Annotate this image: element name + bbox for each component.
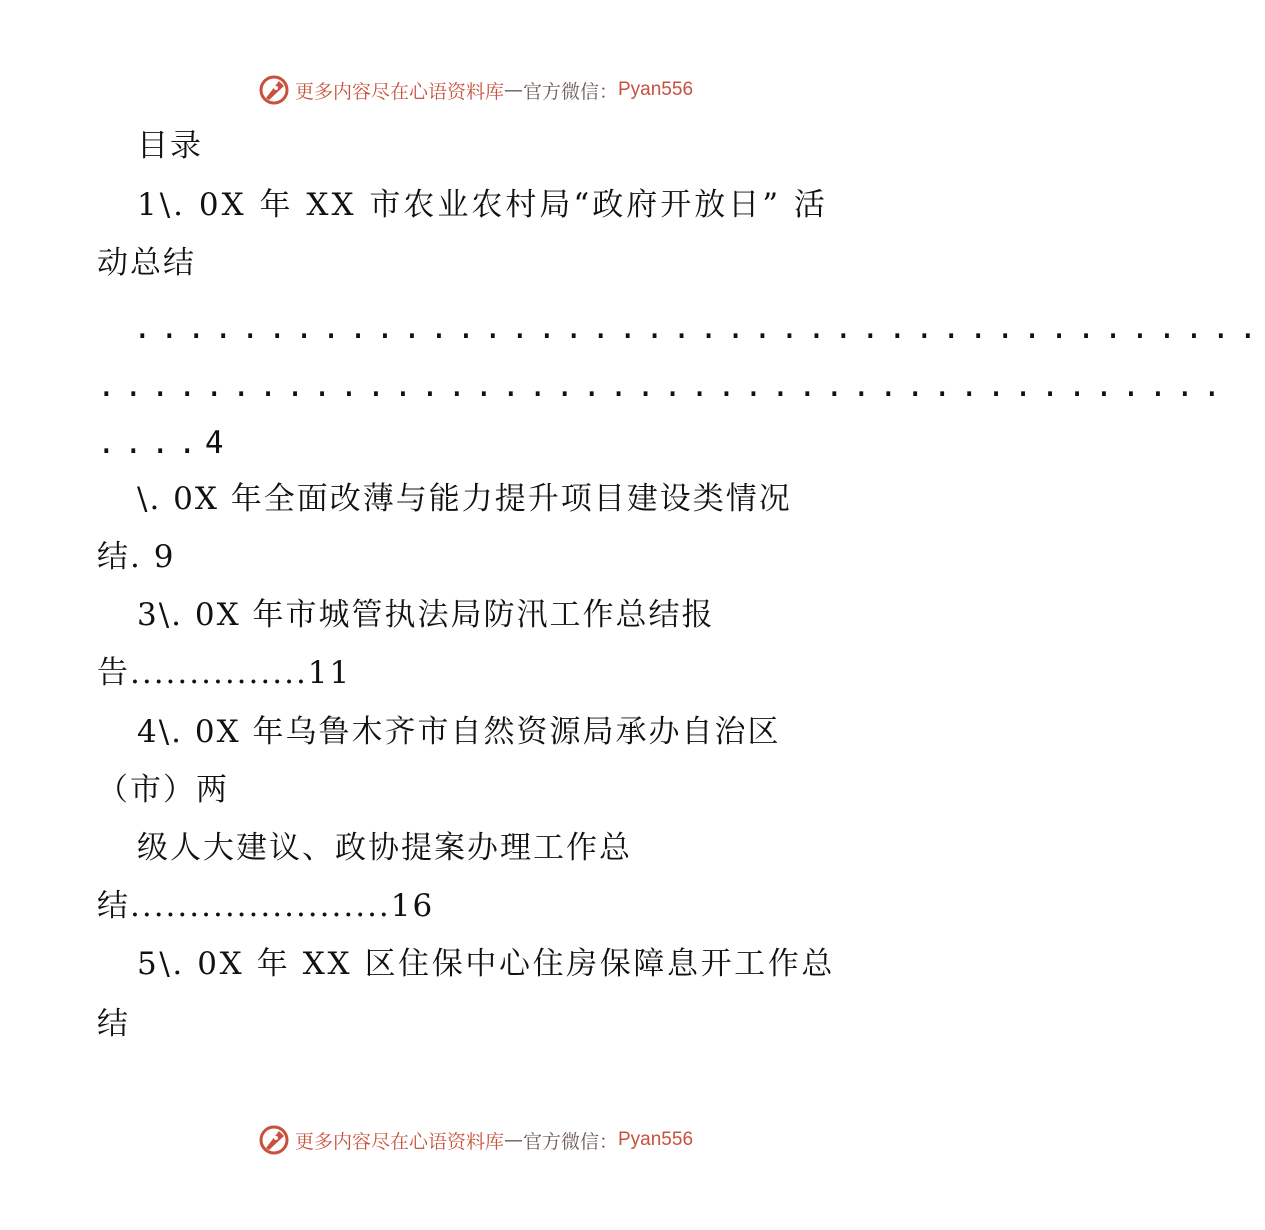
toc-title: 目录 (137, 128, 203, 164)
toc-leader-dots-1: .......................................... (133, 310, 1265, 346)
toc-entry-4-line-1: 4\. 0X 年乌鲁木齐市自然资源局承办自治区 (137, 714, 781, 750)
toc-entry-1-line-1: 1\. 0X 年 XX 市农业农村局“政府开放日” 活 (137, 187, 828, 223)
toc-entry-1-line-2: 动总结 (97, 245, 196, 281)
toc-entry-4-line-2: （市）两 (97, 772, 229, 808)
watermark-brand: 更多内容尽在心语资料库 (294, 80, 504, 103)
watermark-wechat-id: Pyan556 (618, 79, 694, 100)
toc-entry-3-line-2: 告...............11 (97, 655, 352, 691)
watermark-wechat-id: Pyan556 (618, 1129, 694, 1150)
header-watermark (0, 68, 950, 112)
toc-entry-2-line-1: \. 0X 年全面改薄与能力提升项目建设类情况 (137, 481, 792, 517)
toc-entry-1-page: ....4 (97, 425, 232, 461)
footer-watermark (0, 1118, 950, 1162)
toc-entry-5-line-1: 5\. 0X 年 XX 区住保中心住房保障息开工作总 (137, 946, 835, 982)
watermark-brand: 更多内容尽在心语资料库 (294, 1130, 504, 1153)
toc-entry-3-line-1: 3\. 0X 年市城管执法局防汛工作总结报 (137, 597, 715, 633)
toc-entry-4-line-4: 结......................16 (97, 888, 435, 924)
pen-nib-logo-icon (257, 73, 291, 107)
toc-leader-dots-2: .......................................... (97, 368, 1230, 404)
watermark-wechat-label: 官方微信： (522, 80, 618, 103)
watermark-wechat-label: 官方微信： (522, 1130, 618, 1153)
pen-nib-logo-icon (257, 1123, 291, 1157)
toc-entry-2-line-2: 结. 9 (97, 539, 176, 575)
watermark-dash: — (503, 79, 523, 101)
toc-entry-4-line-3: 级人大建议、政协提案办理工作总 (137, 830, 632, 866)
watermark-dash: — (503, 1129, 523, 1151)
toc-entry-5-line-2: 结 (97, 1006, 130, 1042)
